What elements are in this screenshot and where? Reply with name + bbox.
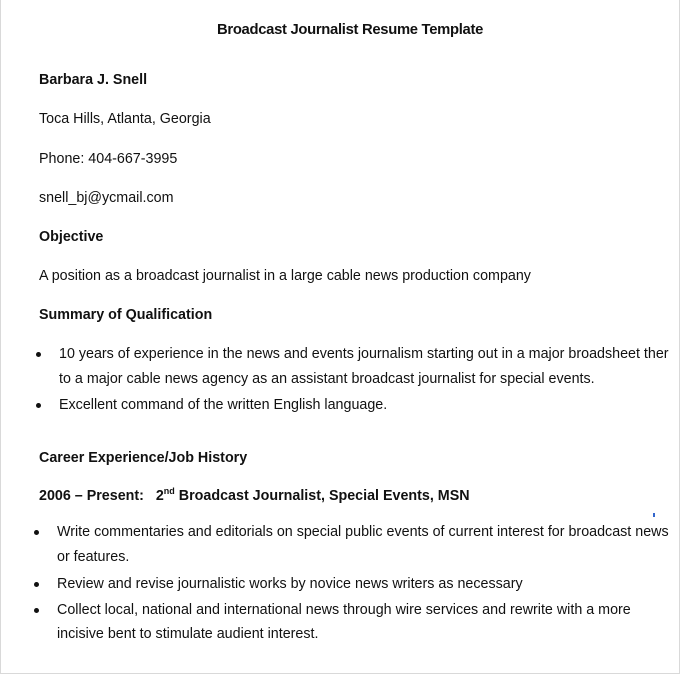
job-ordinal-number: 2 [155,488,164,504]
bullet-icon [36,352,41,357]
stray-mark [653,513,655,517]
career-heading: Career Experience/Job History [39,450,248,466]
job-dates: 2006 – Present: [39,488,144,504]
career-item-2-line-1: Review and revise journalistic works by novice news writers as necessary [57,576,523,592]
candidate-email: snell_bj@ycmail.com [39,190,174,206]
bullet-icon [34,582,39,587]
career-item-3-line-1: Collect local, national and international news through wire services and rewrite with a more [57,602,631,618]
bullet-icon [36,403,41,408]
summary-heading: Summary of Qualification [39,307,213,323]
bullet-icon [34,530,39,535]
career-item-1-line-2: or features. [57,549,130,565]
job-title-line [39,488,470,504]
summary-item-2-line-1: Excellent command of the written English language. [59,397,388,413]
career-item-1-line-1: Write commentaries and editorials on special public events of current interest for broadcast news [57,524,669,540]
candidate-name: Barbara J. Snell [39,72,148,88]
candidate-phone: Phone: 404-667-3995 [39,151,178,167]
objective-text: A position as a broadcast journalist in a large cable news production company [39,268,531,284]
job-ordinal-suffix: nd [163,486,175,496]
page-title: Broadcast Journalist Resume Template [216,22,484,38]
objective-heading: Objective [39,229,104,245]
career-item-3-line-2: incisive bent to stimulate audient interest. [57,626,319,642]
bullet-icon [34,608,39,613]
job-role: Broadcast Journalist, Special Events, MSN [178,488,470,504]
summary-item-1-line-1: 10 years of experience in the news and events journalism starting out in a major broadsheet ther [59,346,669,362]
candidate-address: Toca Hills, Atlanta, Georgia [39,111,211,127]
summary-item-1-line-2: to a major cable news agency as an assistant broadcast journalist for special events. [59,371,595,387]
